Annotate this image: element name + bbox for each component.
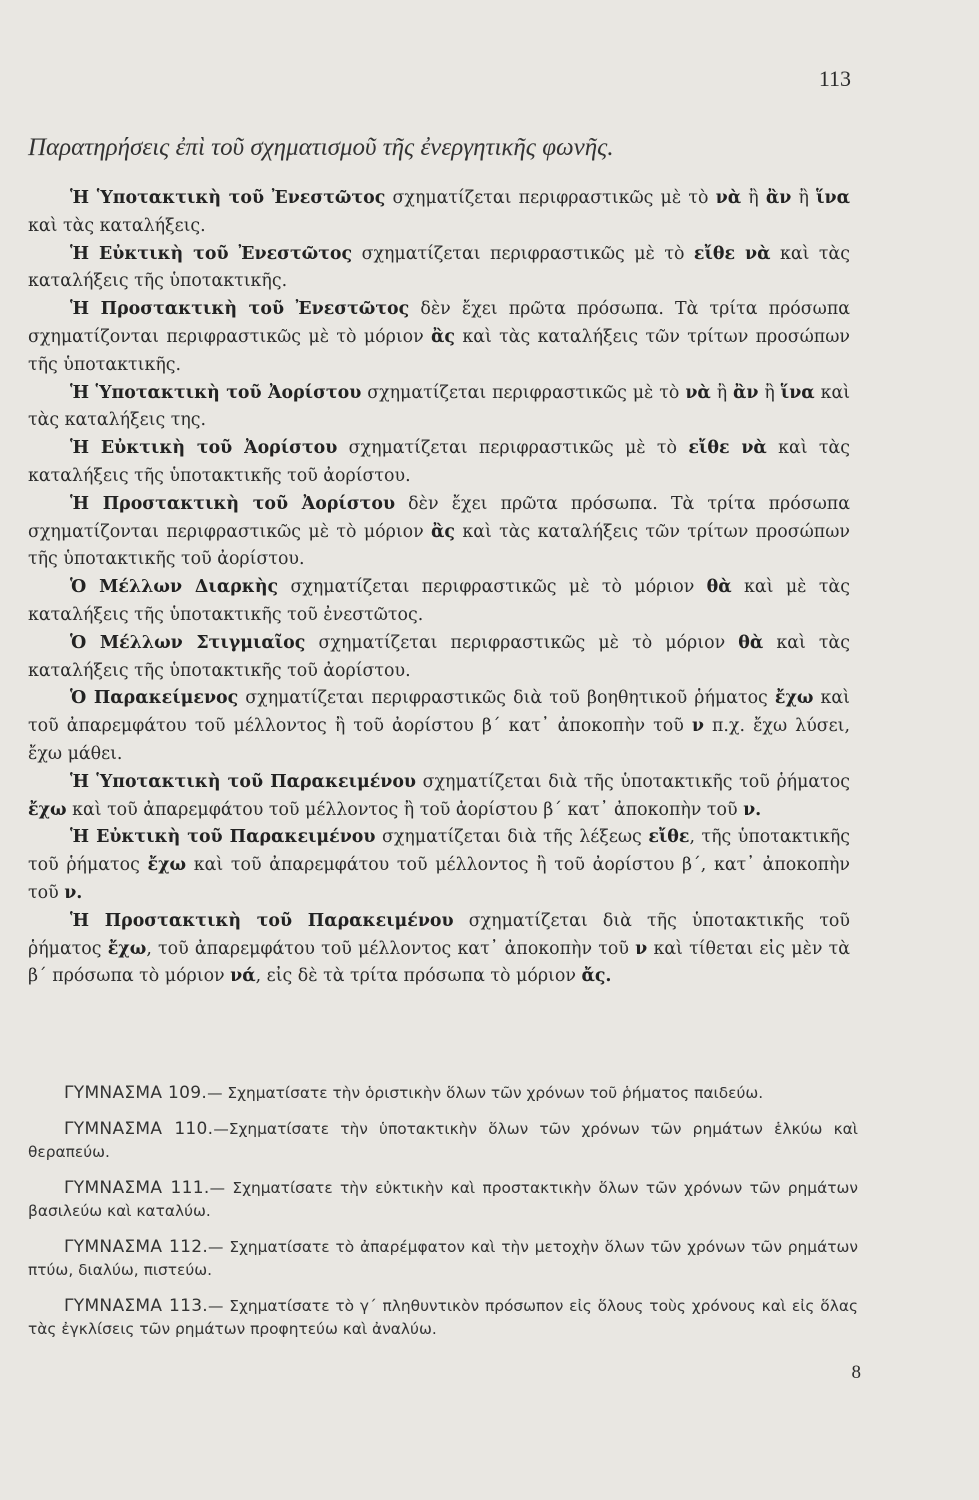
exercise-text: — Σχηματίσατε τὴν ὁριστικὴν ὅλων τῶν χρόνων τοῦ ῥήματος παιδεύω. [207,1084,764,1102]
exercise-label: ΓΥΜΝΑΣΜΑ 109. [64,1083,208,1103]
rule-paragraph: Ἡ Προστακτικὴ τοῦ Παρακειμένου σχηματίζεται διὰ τῆς ὑποτακτικῆς τοῦ ῥήματος ἔχω, τοῦ ἀπαρεμφάτου τοῦ μέλλοντος κατ᾽ ἀποκοπὴν τοῦ ν καὶ τίθεται εἰς μὲν τὰ β΄ πρόσωπα τὸ μόριον νά, εἰς δὲ τὰ τρίτα πρόσωπα τὸ μόριον ἄς. [28,910,850,987]
rules-body [28,185,850,991]
rule-title: Ἡ Ὑποτακτικὴ τοῦ Ἀορίστου [70,382,362,403]
exercise-label: ΓΥΜΝΑΣΜΑ 113. [64,1296,209,1316]
exercise-item [28,1118,858,1164]
rule-title: Ἡ Προστακτικὴ τοῦ Ἐνεστῶτος [70,299,410,320]
rule-title: Ἡ Ὑποτακτικὴ τοῦ Παρακειμένου [70,771,416,792]
page-number: 113 [818,66,851,91]
rule-title: Ἡ Εὐκτικὴ τοῦ Ἐνεστῶτος [70,243,353,264]
rule-title: Ἡ Προστακτικὴ τοῦ Παρακειμένου [70,910,454,931]
rule-paragraph: Ἡ Ὑποτακτικὴ τοῦ Ἐνεστῶτος σχηματίζεται περιφραστικῶς μὲ τὸ νὰ ἢ ἂν ἢ ἵνα καὶ τὰς καταλήξεις. [28,188,850,236]
exercise-label: ΓΥΜΝΑΣΜΑ 112. [64,1237,209,1257]
rule-paragraph: Ἡ Ὑποτακτικὴ τοῦ Παρακειμένου σχηματίζεται διὰ τῆς ὑποτακτικῆς τοῦ ῥήματος ἔχω καὶ τοῦ ἀπαρεμφάτου τοῦ μέλλοντος ἢ τοῦ ἀορίστου β΄ κατ᾽ ἀποκοπὴν τοῦ ν. [28,771,850,820]
rule-paragraph: Ἡ Εὐκτικὴ τοῦ Παρακειμένου σχηματίζεται διὰ τῆς λέξεως εἴθε, τῆς ὑποτακτικῆς τοῦ ῥήματος ἔχω καὶ τοῦ ἀπαρεμφάτου τοῦ μέλλοντος ἢ τοῦ ἀορίστου β΄, κατ᾽ ἀποκοπὴν τοῦ ν. [28,827,850,903]
rule-paragraph: Ἡ Προστακτικὴ τοῦ Ἀορίστου δὲν ἔχει πρῶτα πρόσωπα. Τὰ τρίτα πρόσωπα σχηματίζονται περιφραστικῶς μὲ τὸ μόριον ἂς καὶ τὰς καταλήξεις τῶν τρίτων προσώπων τῆς ὑποτακτικῆς τοῦ ἀορίστου. [28,493,850,570]
exercise-label: ΓΥΜΝΑΣΜΑ 111. [64,1178,210,1198]
exercise-text: — Σχηματίσατε τὸ γ΄ πληθυντικὸν πρόσωπον εἰς ὅλους τοὺς χρόνους καὶ εἰς ὅλας τὰς ἐγκλίσεις τῶν ρημάτων προφητεύω καὶ ἀναλύω. [28,1297,858,1338]
rule-paragraph: Ὁ Μέλλων Διαρκὴς σχηματίζεται περιφραστικῶς μὲ τὸ μόριον θὰ καὶ μὲ τὰς καταλήξεις τῆς ὑποτακτικῆς τοῦ ἐνεστῶτος. [28,577,850,625]
rule-title: Ὁ Μέλλων Διαρκὴς [70,577,279,598]
exercise-text: —Σχηματίσατε τὴν ὑποτακτικὴν ὅλων τῶν χρόνων τῶν ρημάτων ἑλκύω καὶ θεραπεύω. [28,1120,858,1161]
rule-title: Ἡ Ὑποτακτικὴ τοῦ Ἐνεστῶτος [70,188,386,208]
exercise-item [28,1295,858,1341]
exercise-text: — Σχηματίσατε τὸ ἀπαρέμφατον καὶ τὴν μετοχὴν ὅλων τῶν χρόνων τῶν ρημάτων πτύω, διαλύω, πιστεύω. [28,1238,858,1279]
rule-title: Ἡ Προστακτικὴ τοῦ Ἀορίστου [70,493,396,514]
rule-paragraph: Ἡ Εὐκτικὴ τοῦ Ἐνεστῶτος σχηματίζεται περιφραστικῶς μὲ τὸ εἴθε νὰ καὶ τὰς καταλήξεις τῆς ὑποτακτικῆς. [28,243,850,292]
exercise-item [28,1177,858,1223]
rule-paragraph: Ἡ Εὐκτικὴ τοῦ Ἀορίστου σχηματίζεται περιφραστικῶς μὲ τὸ εἴθε νὰ καὶ τὰς καταλήξεις τῆς ὑποτακτικῆς τοῦ ἀορίστου. [28,438,851,486]
rule-title: Ὁ Μέλλων Στιγμιαῖος [70,632,306,653]
exercises-list [28,1082,858,1354]
section-heading: Παρατηρήσεις ἐπὶ τοῦ σχηματισμοῦ τῆς ἐνεργητικῆς φωνῆς. [28,134,614,161]
exercise-text: — Σχηματίσατε τὴν εὐκτικὴν καὶ προστακτικὴν ὅλων τῶν χρόνων τῶν ρημάτων βασιλεύω καὶ καταλύω. [28,1179,858,1220]
rule-paragraph: Ὁ Μέλλων Στιγμιαῖος σχηματίζεται περιφραστικῶς μὲ τὸ μόριον θὰ καὶ τὰς καταλήξεις τῆς ὑποτακτικῆς τοῦ ἀορίστου. [28,632,850,681]
exercise-item [28,1236,858,1282]
signature-mark: 8 [851,1362,861,1383]
rule-paragraph: Ὁ Παρακείμενος σχηματίζεται περιφραστικῶς διὰ τοῦ βοηθητικοῦ ῥήματος ἔχω καὶ τοῦ ἀπαρεμφάτου τοῦ μέλλοντος ἢ τοῦ ἀορίστου β΄ κατ᾽ ἀποκοπὴν τοῦ ν π.χ. ἔχω λύσει, ἔχω μάθει. [28,688,851,764]
exercise-label: ΓΥΜΝΑΣΜΑ 110. [64,1119,214,1139]
rule-paragraph: Ἡ Προστακτικὴ τοῦ Ἐνεστῶτος δὲν ἔχει πρῶτα πρόσωπα. Τὰ τρίτα πρόσωπα σχηματίζονται περιφραστικῶς μὲ τὸ μόριον ἂς καὶ τὰς καταλήξεις τῶν τρίτων προσώπων τῆς ὑποτακτικῆς. [28,299,850,375]
rule-paragraph: Ἡ Ὑποτακτικὴ τοῦ Ἀορίστου σχηματίζεται περιφραστικῶς μὲ τὸ νὰ ἢ ἂν ἢ ἵνα καὶ τὰς καταλήξεις της. [28,382,851,431]
rule-title: Ἡ Εὐκτικὴ τοῦ Παρακειμένου [70,827,376,848]
exercise-item [28,1082,858,1105]
rule-title: Ἡ Εὐκτικὴ τοῦ Ἀορίστου [70,438,338,459]
rule-title: Ὁ Παρακείμενος [70,688,239,709]
